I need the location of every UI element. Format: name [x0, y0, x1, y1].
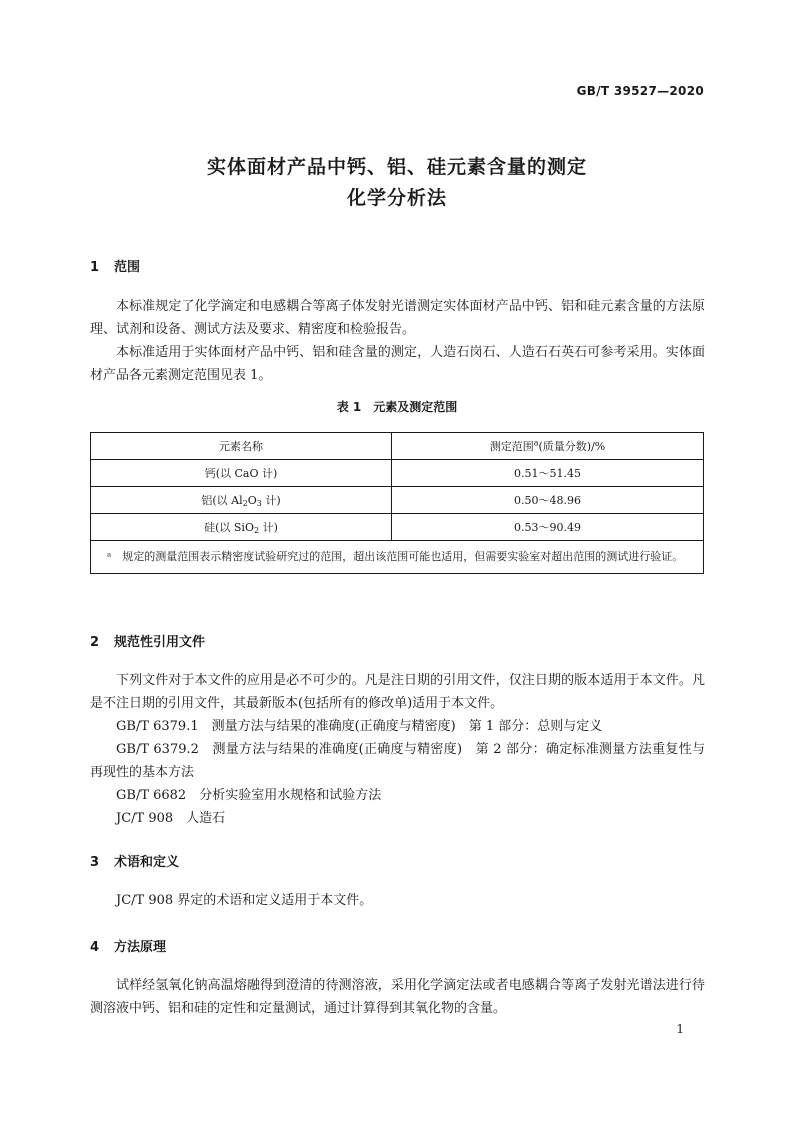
section-title: 规范性引用文件 [114, 635, 206, 650]
element-cell: 铝(以 $Al_2O_3$ 计) [91, 487, 392, 514]
table-caption: 表 1 元素及测定范围 [336, 400, 458, 414]
paragraph: 本标准适用于实体面材产品中钙、铝和硅含量的测定，人造石岗石、人造石石英石可参考采用。实体面材产品各元素测定范围见表 1。 [90, 345, 705, 383]
table-row [91, 460, 704, 487]
section-number: 3 [90, 855, 100, 870]
table-note: ᵃ 规定的测量范围表示精密度试验研究过的范围，超出该范围可能也适用，但需要实验室对超出范围的测试进行验证。 [91, 541, 704, 574]
paragraph: 试样经氢氧化钠高温熔融得到澄清的待测溶液，采用化学滴定法或者电感耦合等离子发射光谱法进行待测溶液中钙、铝和硅的定性和定量测试，通过计算得到其氧化物的含量。 [90, 978, 705, 1016]
paragraph: JC/T 908 界定的术语和定义适用于本文件。 [116, 893, 373, 908]
section-title: 范围 [114, 260, 141, 275]
range-cell: 0.51～51.45 [392, 460, 704, 487]
range-cell: 0.50～48.96 [392, 487, 704, 514]
reference-item: GB/T 6379.2 测量方法与结果的准确度(正确度与精密度) 第 2 部分：确定标准测量方法重复性与再现性的基本方法 [90, 742, 705, 780]
standard-number: GB/T 39527—2020 [576, 84, 704, 98]
range-cell: 0.53～90.49 [392, 514, 704, 541]
document-title: 实体面材产品中钙、铝、硅元素含量的测定 [206, 156, 587, 178]
table-row [91, 487, 704, 514]
section-number: 4 [90, 940, 100, 955]
section-number: 2 [90, 635, 100, 650]
reference-item: JC/T 908 人造石 [116, 811, 226, 826]
reference-item: GB/T 6682 分析实验室用水规格和试验方法 [116, 788, 382, 803]
table-header-row [91, 433, 704, 460]
element-cell: 硅(以 SiO$_2$ 计) [91, 514, 392, 541]
element-range-table [90, 432, 704, 574]
document-subtitle: 化学分析法 [346, 187, 447, 209]
section-title: 方法原理 [114, 940, 167, 955]
reference-item: GB/T 6379.1 测量方法与结果的准确度(正确度与精密度) 第 1 部分：总则与定义 [116, 719, 603, 734]
element-cell: 钙(以 CaO 计) [91, 460, 392, 487]
table-header-cell: 元素名称 [91, 433, 392, 460]
section-number: 1 [90, 260, 100, 275]
table-note-row [91, 541, 704, 574]
paragraph: 下列文件对于本文件的应用是必不可少的。凡是注日期的引用文件，仅注日期的版本适用于本文件。凡是不注日期的引用文件，其最新版本(包括所有的修改单)适用于本文件。 [90, 673, 705, 711]
table-header-cell: 测定范围$^a$(质量分数)/% [392, 433, 704, 460]
section-3-heading [90, 851, 179, 870]
page-number: 1 [676, 1022, 684, 1036]
paragraph: 本标准规定了化学滴定和电感耦合等离子体发射光谱测定实体面材产品中钙、铝和硅元素含量的方法原理、试剂和设备、测试方法及要求、精密度和检验报告。 [90, 299, 705, 337]
section-1-heading [90, 256, 140, 275]
section-2-heading [90, 631, 205, 650]
section-4-heading [90, 936, 166, 955]
table-row [91, 514, 704, 541]
section-title: 术语和定义 [114, 855, 180, 870]
